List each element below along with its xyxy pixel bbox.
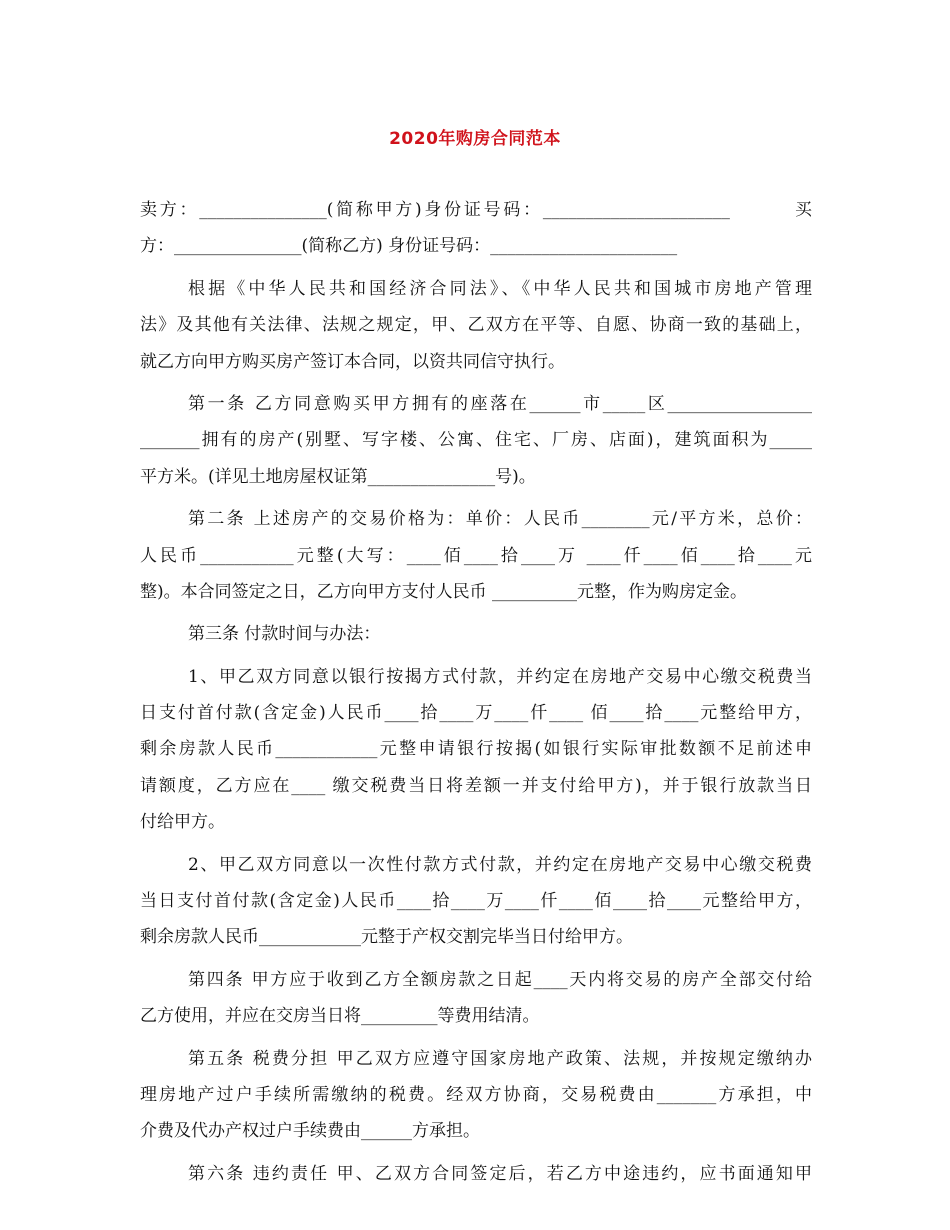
paragraph-preamble [140,271,812,380]
paragraph-parties [140,192,812,265]
paragraph-article-2 [140,501,812,610]
text-line: 第二条 上述房产的交易价格为：单价：人民币________元/平方米，总价： [188,509,812,530]
text-line: 平方米。(详见土地房屋权证第_______________号)。 [140,466,536,487]
paragraph-article-3 [140,616,812,652]
text-line: 人民币___________元整(大写：____佰____拾____万 ____仟____佰____拾____元 [140,545,812,566]
paragraph-article-6 [140,1156,812,1192]
paragraph-article-3-item-2 [140,847,812,956]
paragraph-article-1 [140,386,812,495]
text-line: 第四条 甲方应于收到乙方全额房款之日起____天内将交易的房产全部交付给 [188,969,812,990]
text-line: 第五条 税费分担 甲乙双方应遵守国家房地产政策、法规，并按规定缴纳办 [188,1048,812,1069]
paragraph-article-5 [140,1041,812,1150]
text-line: 理房地产过户手续所需缴纳的税费。经双方协商，交易税费由_______方承担，中 [140,1084,812,1105]
text-line: 当日支付首付款(含定金)人民币____拾____万____仟____佰____拾____元整给甲方， [140,891,812,912]
text-line: 付给甲方。 [140,812,225,833]
text-line: 2、甲乙双方同意以一次性付款方式付款，并约定在房地产交易中心缴交税费 [188,854,812,875]
paragraph-article-3-item-1 [140,659,812,841]
text-line: 第三条 付款时间与办法： [188,624,381,645]
text-line: _______拥有的房产(别墅、写字楼、公寓、住宅、厂房、店面)，建筑面积为_____ [140,430,812,451]
text-line: 方：_______________(简称乙方) 身份证号码：______________________ [140,236,678,257]
text-line: 剩余房款人民币____________元整于产权交割完毕当日付给甲方。 [140,927,633,948]
text-line: 就乙方向甲方购买房产签订本合同，以资共同信守执行。 [140,351,565,372]
text-line: 1、甲乙双方同意以银行按揭方式付款，并约定在房地产交易中心缴交税费当 [188,666,812,687]
text-line: 日支付首付款(含定金)人民币____拾____万____仟____ 佰____拾____元整给甲方， [140,703,812,724]
text-line: 第六条 违约责任 甲、乙双方合同签定后，若乙方中途违约，应书面通知甲 [188,1163,812,1184]
text-line: 第一条 乙方同意购买甲方拥有的座落在______市_____区_________________ [188,393,812,414]
text-line: 根据《中华人民共和国经济合同法》、《中华人民共和国城市房地产管理 [188,278,812,299]
document-body [140,192,812,1192]
text-line: 请额度，乙方应在____ 缴交税费当日将差额一并支付给甲方)，并于银行放款当日 [140,775,812,796]
document-title: 2020年购房合同范本 [389,129,561,149]
text-line: 剩余房款人民币____________元整申请银行按揭(如银行实际审批数额不足前述申 [140,739,812,760]
text-line: 乙方使用，并应在交房当日将_________等费用结清。 [140,1006,540,1027]
paragraph-article-4 [140,962,812,1035]
text-line: 介费及代办产权过户手续费由______方承担。 [140,1121,480,1142]
text-line: 法》及其他有关法律、法规之规定，甲、乙双方在平等、自愿、协商一致的基础上， [140,315,812,336]
text-line: 卖方：_______________(简称甲方)身份证号码：______________________ 买 [140,200,812,220]
text-line: 整)。本合同签定之日，乙方向甲方支付人民币 __________元整，作为购房定金。 [140,581,748,602]
